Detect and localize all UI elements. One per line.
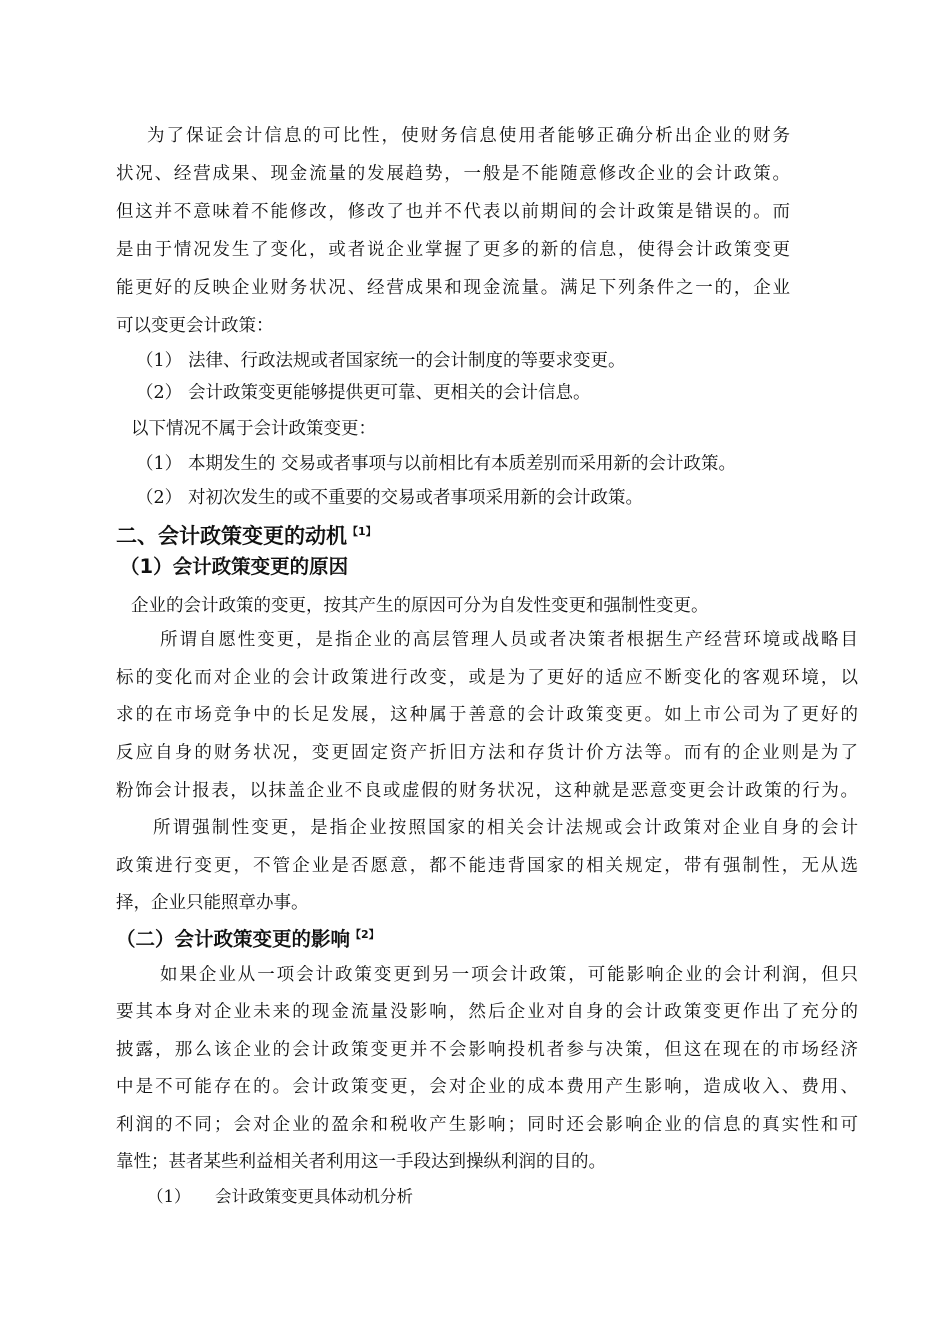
paragraph-line: 能更好的反映企业财务状况、经营成果和现金流量。满足下列条件之一的，企业 <box>116 278 790 298</box>
paragraph-line: 为了保证会计信息的可比性，使财务信息使用者能够正确分析出企业的财务 <box>147 126 790 146</box>
paragraph-line: 靠性；甚者某些利益相关者利用这一手段达到操纵利润的目的。 <box>116 1152 606 1172</box>
list-item <box>136 452 736 476</box>
list-number: （2） <box>136 488 183 508</box>
paragraph-line: 中是不可能存在的。会计政策变更，会对企业的成本费用产生影响，造成收入、费用、 <box>116 1077 858 1097</box>
paragraph-line: 利润的不同；会对企业的盈余和税收产生影响；同时还会影响企业的信息的真实性和可 <box>116 1115 858 1135</box>
list-item <box>136 349 626 373</box>
list-text: 法律、行政法规或者国家统一的会计制度的等要求变更。 <box>188 351 626 371</box>
section-heading <box>116 518 377 550</box>
paragraph-line: 但这并不意味着不能修改，修改了也并不代表以前期间的会计政策是错误的。而 <box>116 202 790 222</box>
paragraph-line: 所谓自愿性变更，是指企业的高层管理人员或者决策者根据生产经营环境或战略目 <box>160 630 858 650</box>
subsection-heading-text: （二）会计政策变更的影响 <box>116 927 351 951</box>
list-text: 本期发生的 交易或者事项与以前相比有本质差别而采用新的会计政策。 <box>188 454 737 474</box>
paragraph-line: 政策进行变更，不管企业是否愿意，都不能违背国家的相关规定，带有强制性，无从选 <box>116 856 858 876</box>
paragraph-line: 可以变更会计政策： <box>116 316 274 336</box>
paragraph-line: 要其本身对企业未来的现金流量没影响，然后企业对自身的会计政策变更作出了充分的 <box>116 1002 858 1022</box>
paragraph-line: 粉饰会计报表，以抹盖企业不良或虚假的财务状况，这种就是恶意变更会计政策的行为。 <box>116 781 858 801</box>
list-number: （1） <box>147 1187 191 1206</box>
paragraph-line: 披露，那么该企业的会计政策变更并不会影响投机者参与决策，但这在现在的市场经济 <box>116 1040 858 1060</box>
section-heading-text: 二、会计政策变更的动机 <box>116 524 347 548</box>
paragraph-line: 求的在市场竞争中的长足发展，这种属于善意的会计政策变更。如上市公司为了更好的 <box>116 705 858 725</box>
reference-mark: 【1】 <box>347 525 377 538</box>
list-item <box>136 486 643 510</box>
list-item <box>136 381 591 405</box>
list-number: （2） <box>136 383 183 403</box>
list-number: （1） <box>136 454 183 474</box>
paragraph-line: 标的变化而对企业的会计政策进行改变，或是为了更好的适应不断变化的客观环境，以 <box>116 668 858 688</box>
subsection-heading <box>116 922 380 953</box>
list-text: 对初次发生的或不重要的交易或者事项采用新的会计政策。 <box>188 488 643 508</box>
paragraph-line: 所谓强制性变更，是指企业按照国家的相关会计法规或会计政策对企业自身的会计 <box>153 818 858 838</box>
paragraph-line: 以下情况不属于会计政策变更： <box>131 419 376 439</box>
paragraph-line: 企业的会计政策的变更，按其产生的原因可分为自发性变更和强制性变更。 <box>131 596 709 616</box>
reference-mark: 【2】 <box>350 928 380 941</box>
paragraph-line: 状况、经营成果、现金流量的发展趋势，一般是不能随意修改企业的会计政策。 <box>116 164 790 184</box>
list-item <box>147 1185 413 1209</box>
paragraph-line: 择，企业只能照章办事。 <box>116 893 309 913</box>
list-number: （1） <box>136 351 183 371</box>
paragraph-line: 是由于情况发生了变化，或者说企业掌握了更多的新的信息，使得会计政策变更 <box>116 240 790 260</box>
paragraph-line: 如果企业从一项会计政策变更到另一项会计政策，可能影响企业的会计利润，但只 <box>160 965 858 985</box>
paragraph-line: 反应自身的财务状况，变更固定资产折旧方法和存货计价方法等。而有的企业则是为了 <box>116 743 858 763</box>
list-text: 会计政策变更能够提供更可靠、更相关的会计信息。 <box>188 383 591 403</box>
subsection-heading: （1）会计政策变更的原因 <box>120 555 349 578</box>
list-text: 会计政策变更具体动机分析 <box>215 1187 413 1206</box>
